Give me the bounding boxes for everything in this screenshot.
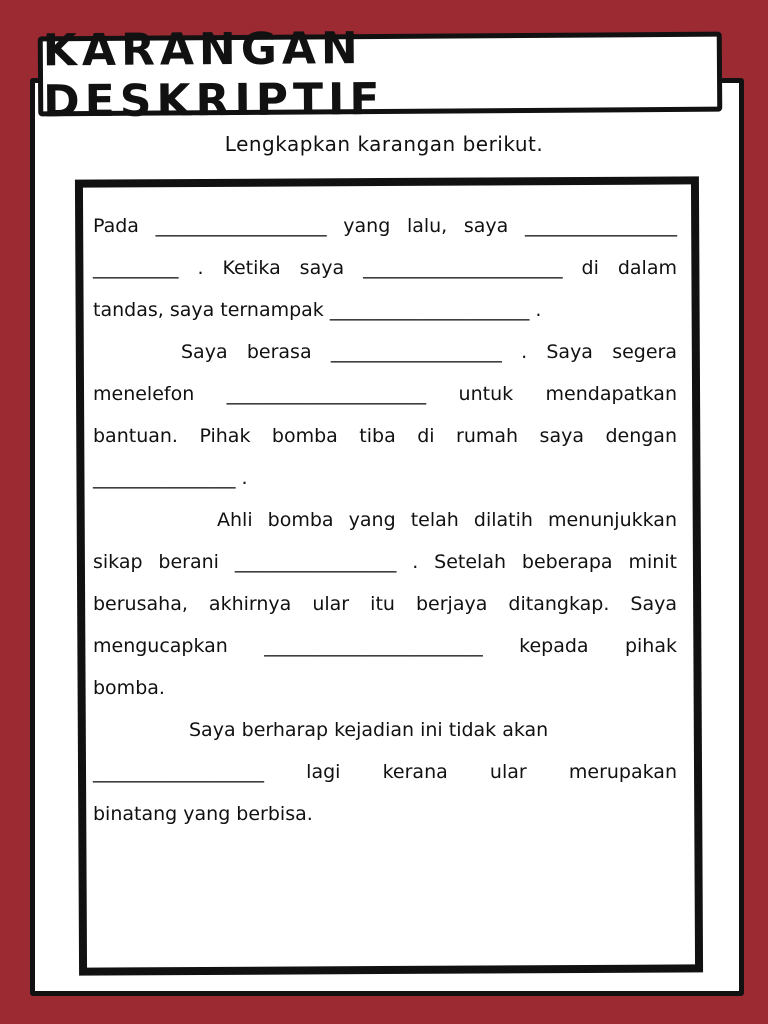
essay-line: tandas, saya ternampak _____________________ . [93, 299, 542, 321]
essay-line: berusaha, akhirnya ular itu berjaya ditangkap. Saya [93, 593, 677, 615]
essay-line: Saya berasa __________________ . Saya segera [181, 341, 677, 363]
essay-line: _______________ . [93, 467, 248, 489]
essay-line: _________ . Ketika saya _____________________ di dalam [93, 257, 677, 279]
essay-line: menelefon _____________________ untuk mendapatkan [93, 383, 677, 405]
title-banner [38, 23, 723, 128]
essay-line: bomba. [93, 677, 165, 699]
essay-line: Ahli bomba yang telah dilatih menunjukkan [217, 509, 677, 531]
essay-line: Pada __________________ yang lalu, saya ________________ [93, 215, 677, 237]
essay-line: __________________ lagi kerana ular merupakan [93, 761, 677, 783]
page-title: KARANGAN DESKRIPTIF [42, 23, 385, 128]
instruction-text: Lengkapkan karangan berikut. [224, 132, 544, 156]
essay-line: sikap berani _________________ . Setelah beberapa minit [93, 551, 677, 573]
essay-line: mengucapkan _______________________ kepada pihak [93, 635, 677, 657]
essay-text [93, 205, 677, 835]
essay-line: binatang yang berbisa. [93, 803, 313, 825]
essay-line: Saya berharap kejadian ini tidak akan [189, 719, 549, 741]
essay-line: bantuan. Pihak bomba tiba di rumah saya dengan [93, 425, 677, 447]
